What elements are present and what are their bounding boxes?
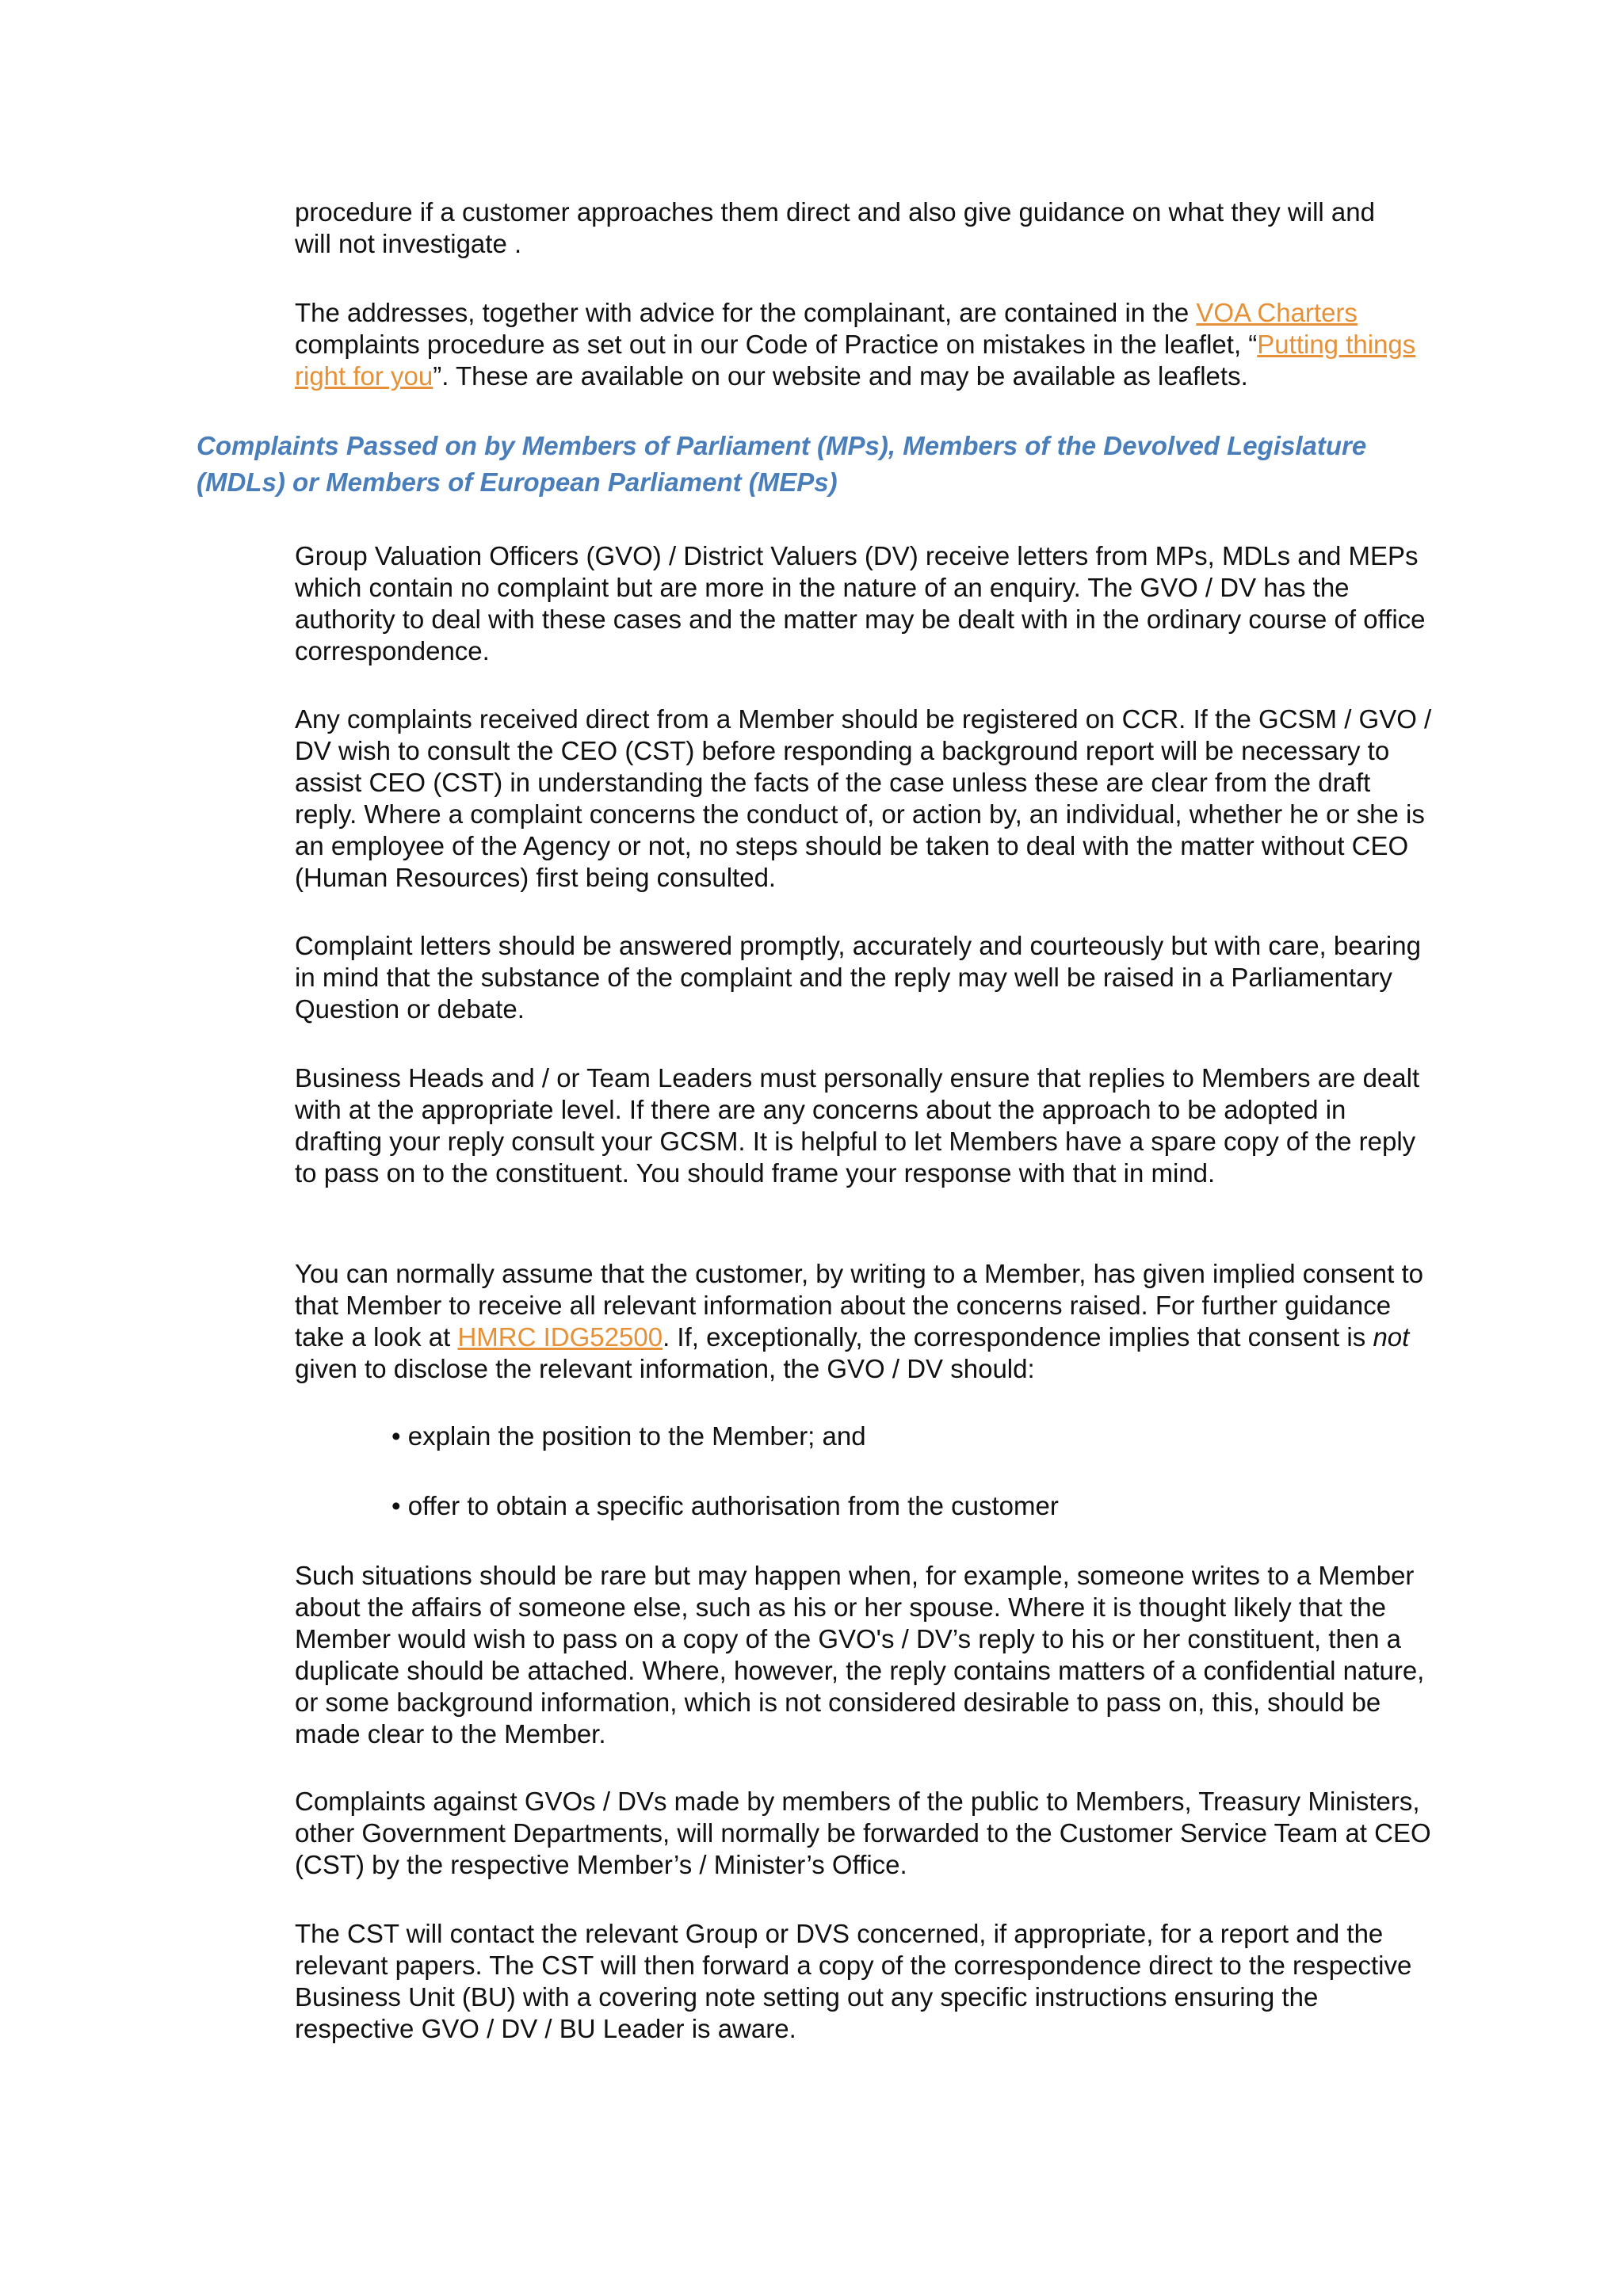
paragraph-addresses-text1: The addresses, together with advice for the complainant, are contained in the [295,298,1197,327]
hmrc-idg52500-link[interactable]: HMRC IDG52500 [457,1322,663,1352]
paragraph-addresses [295,297,1436,392]
paragraph-letters: Complaint letters should be answered promptly, accurately and courteously but with care, bearing in mind that the substance of the complaint and the reply may well be raised in a Parliamentary Question or debate. [295,931,1421,1024]
paragraph-cst: The CST will contact the relevant Group or DVS concerned, if appropriate, for a report and the relevant papers. The CST will then forward a copy of the correspondence direct to the respective Business Unit (BU) with a covering note setting out any specific instructions ensuring the respective GVO / DV / BU Leader is aware. [295,1919,1412,2043]
paragraph-gvo: Group Valuation Officers (GVO) / District Valuers (DV) receive letters from MPs, MDLs and MEPs which contain no complaint but are more in the nature of an enquiry. The GVO / DV has the authority to deal with these cases and the matter may be dealt with in the ordinary course of office correspondence. [295,541,1426,666]
section-heading: Complaints Passed on by Members of Parliament (MPs), Members of the Devolved Legislature (MDLs) or Members of European Parliament (MEPs) [197,431,1367,497]
paragraph-consent [295,1258,1436,1385]
paragraph-addresses-text3: ”. These are available on our website and may be available as leaflets. [433,361,1248,391]
paragraph-business-heads: Business Heads and / or Team Leaders must personally ensure that replies to Members are dealt with at the appropriate level. If there are any concerns about the approach to be adopted in drafting your reply consult your GCSM. It is helpful to let Members have a spare copy of the reply to pass on to the constituent. You should frame your response with that in mind. [295,1063,1420,1188]
paragraph-consent-emphasis: not [1373,1322,1410,1352]
voa-charters-link[interactable]: VOA Charters [1196,298,1358,327]
bullet-item: • explain the position to the Member; and [391,1421,866,1451]
paragraph-intro-line1: procedure if a customer approaches them direct and also give guidance on what they will and [295,197,1375,227]
putting-things-right-link[interactable]: Putting things right for you [295,330,1416,391]
paragraph-consent-text1: You can normally assume that the customer, by writing to a Member, has given implied consent to that Member to receive all relevant information about the concerns raised. For further guidance take a look at [295,1259,1424,1352]
paragraph-complaints-against: Complaints against GVOs / DVs made by members of the public to Members, Treasury Ministers, other Government Departments, will normally be forwarded to the Customer Service Team at CEO (CST) by the respective Member’s / Minister’s Office. [295,1787,1431,1879]
paragraph-consent-text3: given to disclose the relevant information, the GVO / DV should: [295,1354,1035,1383]
bullet-item: • offer to obtain a specific authorisation from the customer [391,1491,1059,1520]
paragraph-situations: Such situations should be rare but may happen when, for example, someone writes to a Member about the affairs of someone else, such as his or her spouse. Where it is thought likely that the Member would wish to pass on a copy of the GVO's / DV’s reply to his or her constituent, then a duplicate should be attached. Where, however, the reply contains matters of a confidential nature, or some background information, which is not considered desirable to pass on, this, should be made clear to the Member. [295,1561,1425,1749]
paragraph-intro [295,196,1436,260]
paragraph-addresses-text2: complaints procedure as set out in our Code of Practice on mistakes in the leaflet, “ [295,330,1258,359]
paragraph-ccr: Any complaints received direct from a Member should be registered on CCR. If the GCSM / GVO / DV wish to consult the CEO (CST) before responding a background report will be necessary to assist CEO (CST) in understanding the facts of the case unless these are clear from the draft reply. Where a complaint concerns the conduct of, or action by, an individual, whether he or she is an employee of the Agency or not, no steps should be taken to deal with the matter without CEO (Human Resources) first being consulted. [295,704,1432,892]
paragraph-consent-text2: . If, exceptionally, the correspondence implies that consent is [663,1322,1373,1352]
paragraph-intro-line2: will not investigate . [295,229,522,258]
